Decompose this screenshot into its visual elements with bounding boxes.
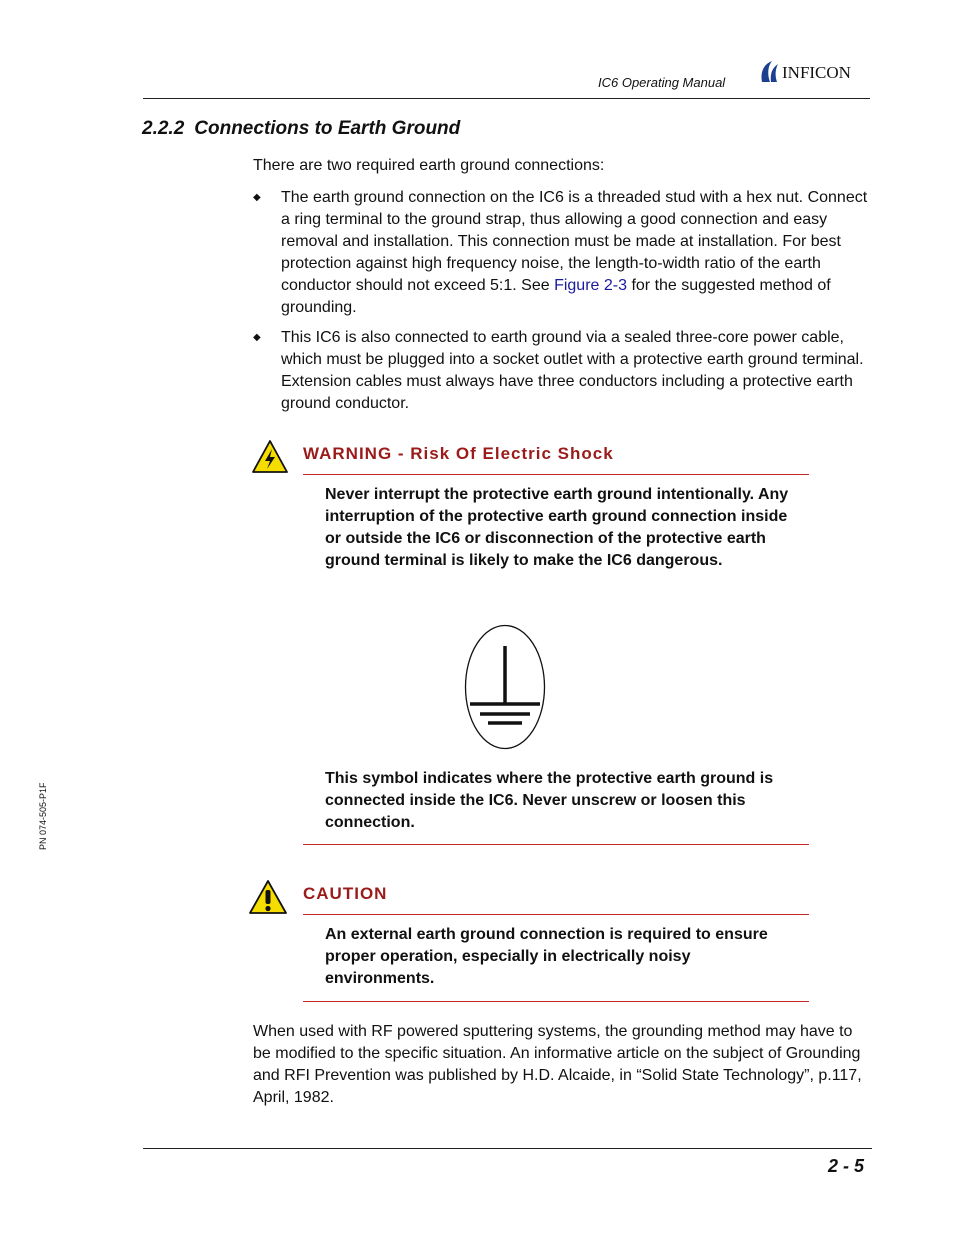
warning-text: Never interrupt the protective earth ground intentionally. Any interruption of the protective earth ground connection inside or outside the IC6 or disconnection of the protective earth ground terminal is likely to make the IC6 dangerous. [325,486,789,569]
caution-top-rule [303,914,809,915]
intro-text: There are two required earth ground connections: [253,157,605,174]
warning-top-rule [303,474,809,475]
caution-title: CAUTION [303,884,388,903]
figure-link[interactable]: Figure 2-3 [554,277,627,294]
exclamation-warning-icon [248,879,288,915]
bullet-text: This IC6 is also connected to earth ground via a sealed three-core power cable, which must be plugged into a socket outlet with a protective earth ground terminal. Extension cables must always have three conductors including a protective earth ground conductor. [281,329,864,412]
bullet-diamond-icon: ◆ [253,192,261,203]
section-heading [142,118,460,140]
warning-title: WARNING - Risk Of Electric Shock [303,444,614,463]
caution-text: An external earth ground connection is required to ensure proper operation, especially in electrically noisy environments. [325,926,768,987]
svg-text:INFICON: INFICON [782,63,851,82]
warning-bottom-rule [303,844,809,845]
section-number: 2.2.2 [142,118,185,139]
section-title: Connections to Earth Ground [194,118,461,139]
manual-title: IC6 Operating Manual [598,75,726,90]
bullet-text-end: for the suggested method of grounding. [281,277,831,316]
header-rule [143,98,870,99]
list-item [253,327,873,415]
caution-bottom-rule [303,1001,809,1002]
part-number: PN 074-505-P1F [38,782,48,850]
bullet-text: The earth ground connection on the IC6 is a threaded stud with a hex nut. Connect a ring terminal to the ground strap, thus allowing a good connection and easy removal and installation. This connection must be made at installation. For best protection against high frequency noise, the length-to-width ratio of the earth conductor should not exceed 5:1. See [281,189,868,294]
lightning-warning-icon [251,439,289,474]
footer-rule [143,1148,872,1149]
page-number: 2 - 5 [827,1156,864,1176]
protective-earth-ground-icon [464,624,546,750]
list-item [253,187,873,319]
inficon-logo [758,58,872,84]
closing-paragraph: When used with RF powered sputtering systems, the grounding method may have to be modified to the specific situation. An informative article on the subject of Grounding and RFI Prevention was published by H.D. Alcaide, in “Solid State Technology”, p.117, April, 1982. [253,1023,862,1106]
bullet-diamond-icon: ◆ [253,332,261,343]
ground-symbol-text: This symbol indicates where the protective earth ground is connected inside the IC6. Never unscrew or loosen this connection. [325,770,774,831]
